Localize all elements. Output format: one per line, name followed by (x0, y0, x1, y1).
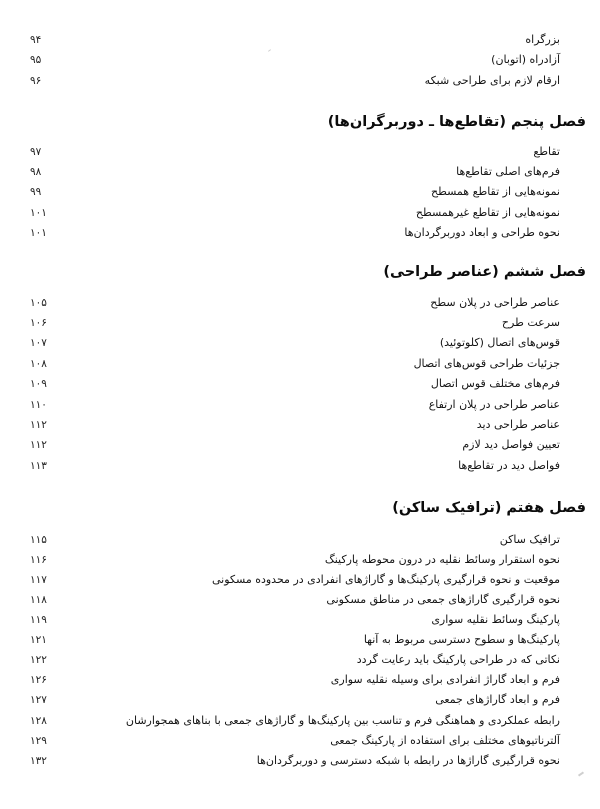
toc-entry (0, 670, 600, 690)
entry-title: موقعیت و نحوه قرارگیری پارکینگ‌ها و گاراژهای انفرادی در محدوده مسکونی (212, 573, 560, 586)
entry-page-number: ۱۱۰ (30, 399, 47, 411)
entry-page-number: ۹۴ (30, 34, 42, 46)
entry-page-number: ۱۲۷ (30, 694, 47, 706)
toc-entry (0, 415, 600, 435)
toc-entry (0, 435, 600, 455)
entry-page-number: ۱۱۸ (30, 594, 47, 606)
entry-title: نمونه‌هایی از تقاطع غیرهمسطح (415, 206, 560, 219)
toc-entry (0, 333, 600, 353)
entry-title: جزئیات طراحی قوس‌های اتصال (413, 357, 560, 370)
entry-page-number: ۱۰۱ (30, 207, 47, 219)
toc-entry (0, 182, 600, 202)
entry-page-number: ۹۵ (30, 54, 42, 66)
entry-page-number: ۱۱۹ (30, 614, 47, 626)
entry-title: آلترناتیوهای مختلف برای استفاده از پارکینگ جمعی (330, 734, 560, 747)
entry-title: نحوه طراحی و ابعاد دوربرگردان‌ها (404, 226, 560, 239)
toc-entry (0, 50, 600, 70)
entry-title: فرم و ابعاد گاراژهای جمعی (435, 693, 560, 706)
toc-entry (0, 610, 600, 630)
entry-page-number: ۱۲۶ (30, 674, 47, 686)
entry-title: فواصل دید در تقاطع‌ها (458, 459, 560, 472)
entry-page-number: ۱۰۹ (30, 378, 47, 390)
entry-page-number: ۱۱۲ (30, 419, 47, 431)
toc-entry (0, 731, 600, 751)
toc-entry (0, 650, 600, 670)
toc-entry (0, 313, 600, 333)
entry-title: بزرگراه (525, 33, 560, 46)
entry-title: تعیین فواصل دید لازم (462, 438, 560, 451)
entry-title: نحوه قرارگیری گاراژهای جمعی در مناطق مسکونی (326, 593, 560, 606)
entry-page-number: ۱۲۸ (30, 715, 47, 727)
entry-page-number: ۱۱۶ (30, 554, 47, 566)
entry-title: رابطه عملکردی و هماهنگی فرم و تناسب بین پارکینگ‌ها و گاراژهای جمعی با بناهای همجوارشان (125, 714, 560, 727)
scan-artifact (578, 771, 584, 776)
toc-entry (0, 203, 600, 223)
entry-title: عناصر طراحی در پلان ارتفاع (428, 398, 560, 411)
entry-title: آزادراه (اتوبان) (491, 53, 560, 66)
entry-title: نحوه استقرار وسائط نقلیه در درون محوطه پارکینگ (324, 553, 560, 566)
entry-title: تقاطع (533, 145, 560, 158)
entry-page-number: ۱۲۲ (30, 654, 47, 666)
toc-entry (0, 550, 600, 570)
toc-entry (0, 751, 600, 771)
chapter-heading: فصل پنجم (تقاطع‌ها ـ دوربرگران‌ها) (327, 114, 586, 130)
entry-title: نحوه قرارگیری گاراژها در رابطه با شبکه دسترسی و دوربرگردان‌ها (256, 754, 560, 767)
toc-entry (0, 293, 600, 313)
toc-entry (0, 690, 600, 710)
entry-title: فرم و ابعاد گاراژ انفرادی برای وسیله نقلیه سواری (330, 673, 560, 686)
toc-entry (0, 570, 600, 590)
toc-entry (0, 530, 600, 550)
entry-title: ارقام لازم برای طراحی شبکه (424, 74, 560, 87)
entry-title: نمونه‌هایی از تقاطع همسطح (431, 185, 560, 198)
toc-entry (0, 456, 600, 476)
entry-title: پارکینگ وسائط نقلیه سواری (431, 613, 560, 626)
toc-entry (0, 142, 600, 162)
toc-entry (0, 590, 600, 610)
entry-title: پارکینگ‌ها و سطوح دسترسی مربوط به آنها (363, 633, 560, 646)
toc-entry (0, 30, 600, 50)
entry-title: سرعت طرح (501, 316, 560, 329)
entry-page-number: ۱۰۷ (30, 337, 47, 349)
entry-page-number: ۱۳۲ (30, 755, 47, 767)
entry-page-number: ۹۸ (30, 166, 42, 178)
entry-title: فرم‌های مختلف قوس اتصال (430, 377, 560, 390)
entry-title: نکاتی که در طراحی پارکینگ باید رعایت گردد (356, 653, 560, 666)
toc-entry (0, 711, 600, 731)
entry-page-number: ۱۱۲ (30, 439, 47, 451)
entry-page-number: ۱۰۶ (30, 317, 47, 329)
entry-page-number: ۱۲۱ (30, 634, 47, 646)
entry-title: قوس‌های اتصال (کلوتوئید) (439, 336, 560, 349)
toc-entry (0, 71, 600, 91)
toc-entry (0, 630, 600, 650)
entry-page-number: ۱۲۹ (30, 735, 47, 747)
chapter-heading: فصل هفتم (ترافیک ساکن) (392, 500, 586, 516)
entry-page-number: ۹۶ (30, 75, 42, 87)
entry-page-number: ۱۱۷ (30, 574, 47, 586)
entry-title: فرم‌های اصلی تقاطع‌ها (456, 165, 560, 178)
toc-entry (0, 374, 600, 394)
entry-page-number: ۱۰۸ (30, 358, 47, 370)
toc-entry (0, 354, 600, 374)
entry-page-number: ۱۱۵ (30, 534, 47, 546)
entry-page-number: ۱۰۵ (30, 297, 47, 309)
toc-entry (0, 223, 600, 243)
entry-page-number: ۹۷ (30, 146, 42, 158)
toc-entry (0, 162, 600, 182)
chapter-heading: فصل ششم (عناصر طراحی) (383, 264, 586, 280)
entry-title: ترافیک ساکن (499, 533, 560, 546)
entry-page-number: ۹۹ (30, 186, 42, 198)
entry-page-number: ۱۱۳ (30, 460, 47, 472)
entry-page-number: ۱۰۱ (30, 227, 47, 239)
entry-title: عناصر طراحی دید (476, 418, 560, 431)
toc-entry (0, 395, 600, 415)
entry-title: عناصر طراحی در پلان سطح (430, 296, 560, 309)
